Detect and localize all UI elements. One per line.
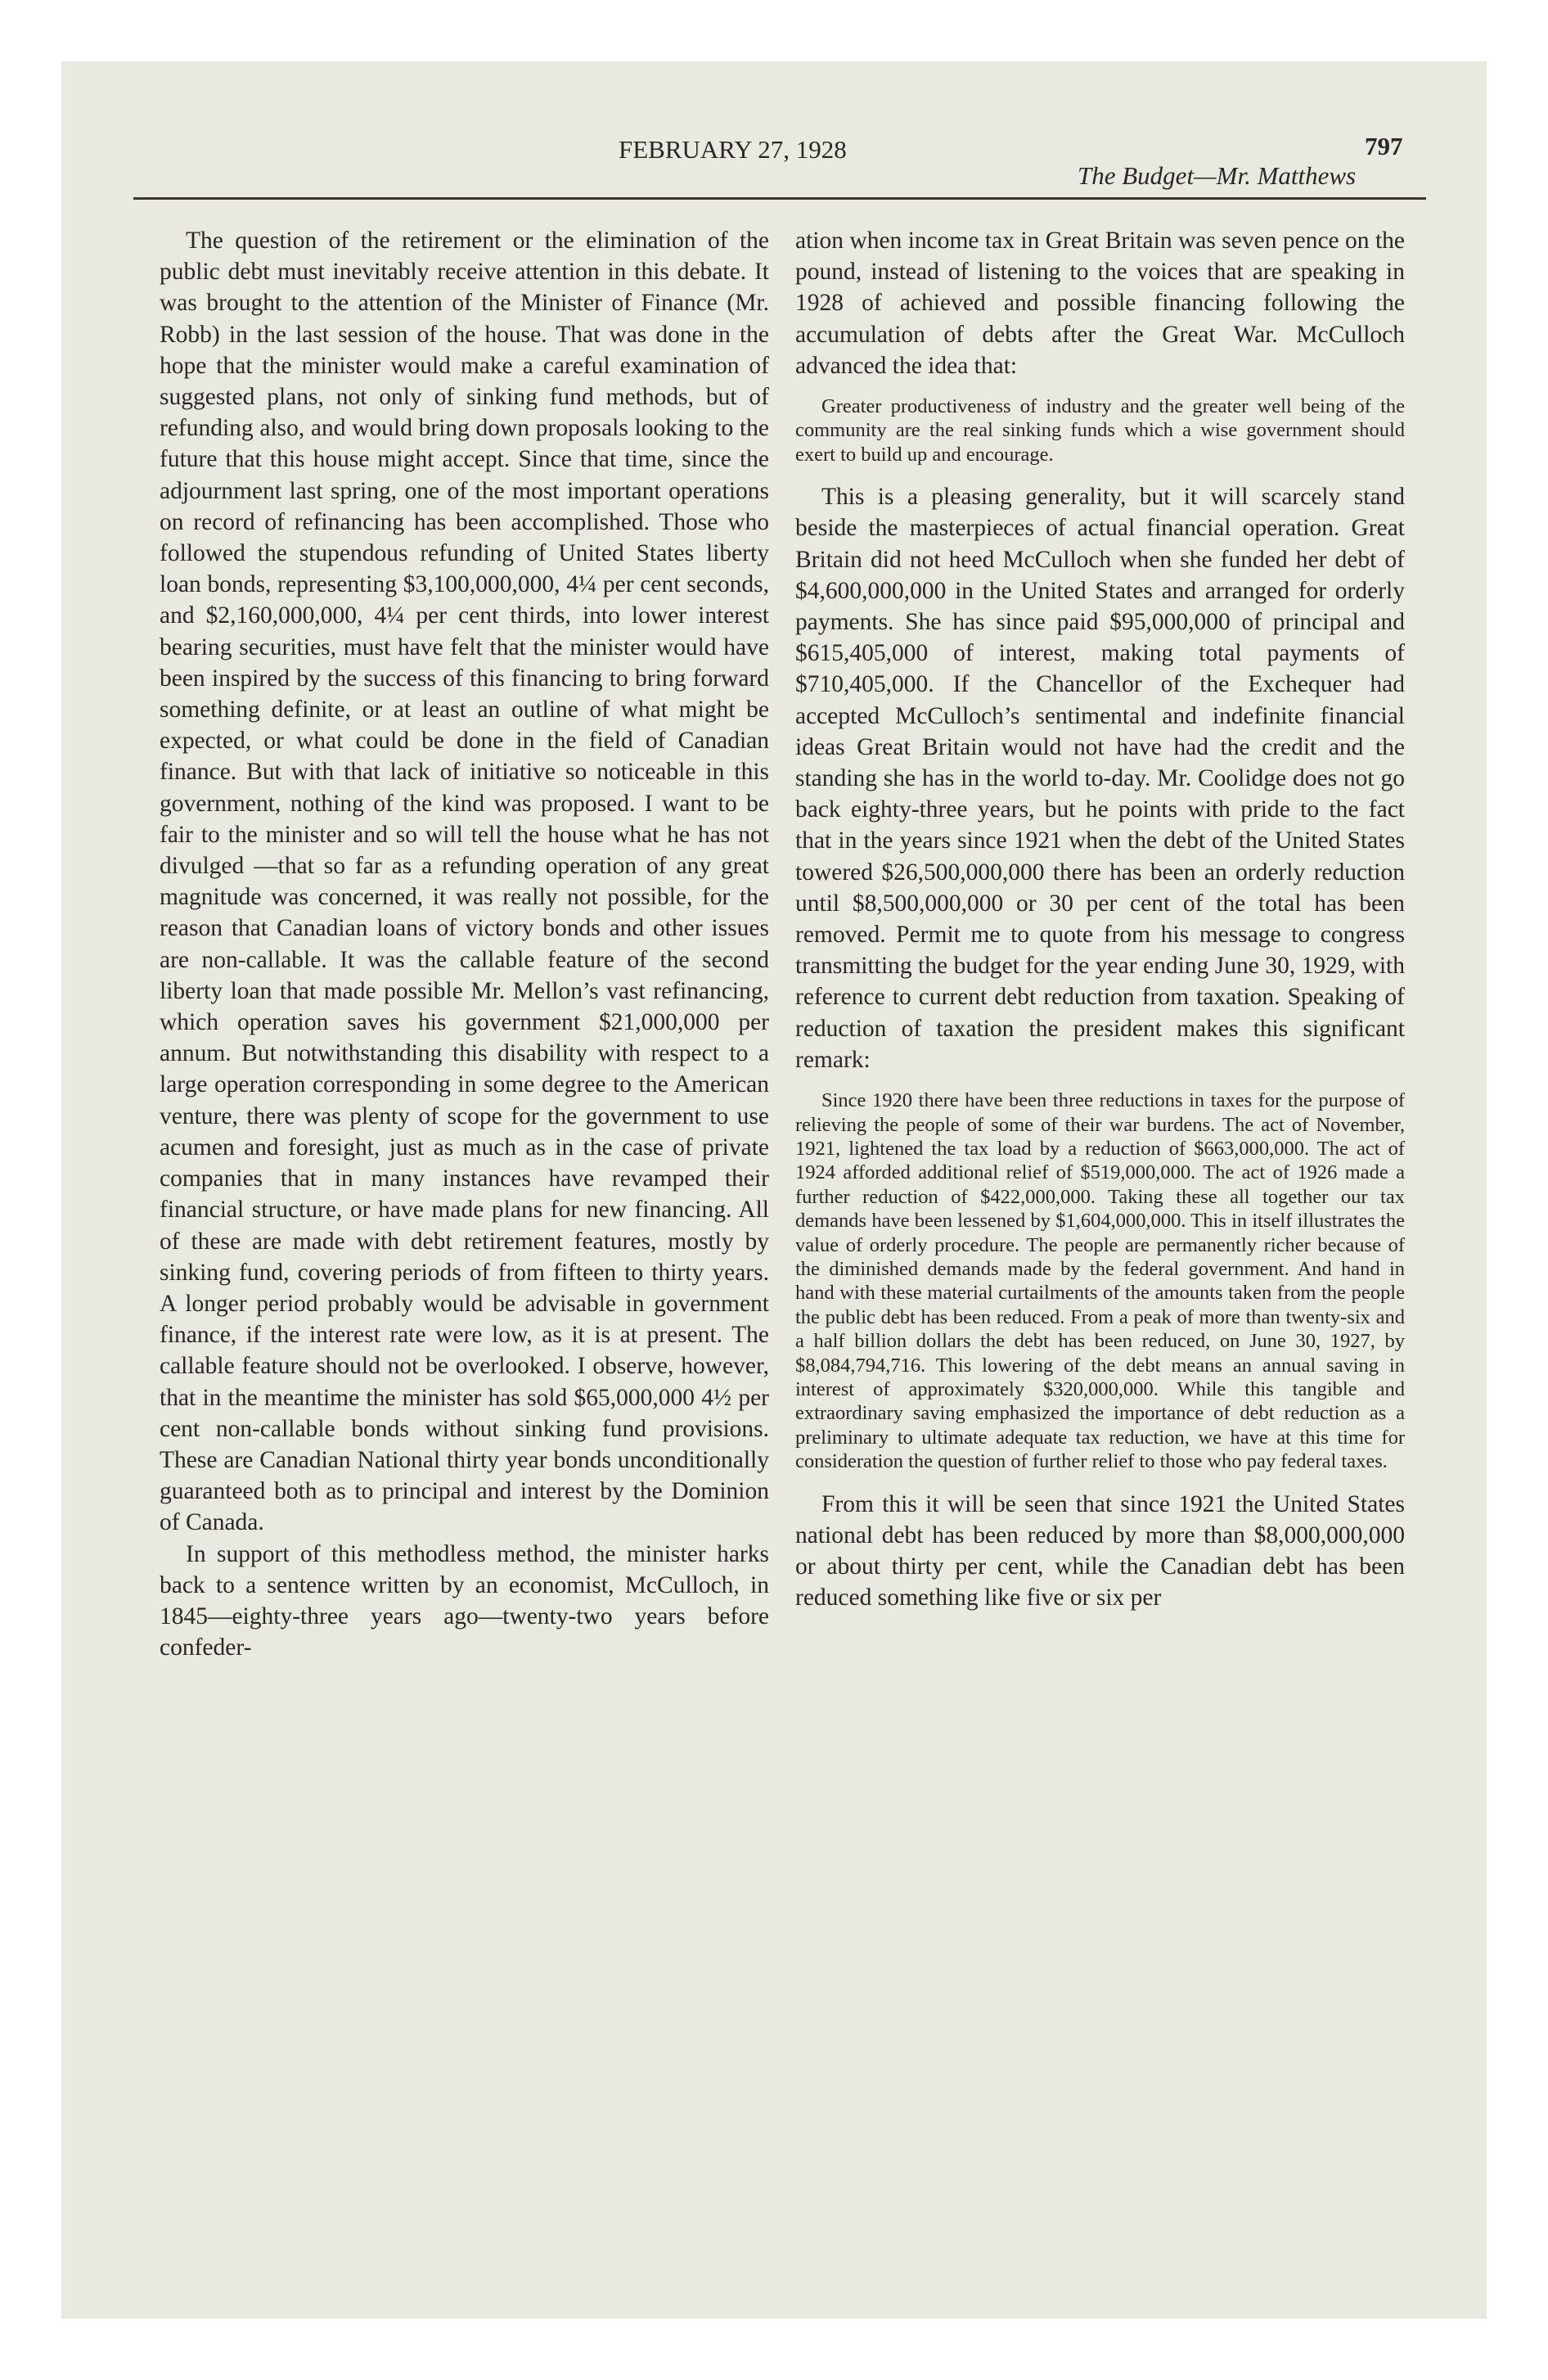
right-paragraph-3: From this it will be seen that since 1921 the United States national debt has been reduced by more than $8,000,000,000 or about thirty per cent, while the Canadian debt has been reduced something like five or six per [795,1490,1405,1611]
running-title: The Budget—Mr. Matthews [1078,161,1357,190]
left-paragraph-1: The question of the retirement or the elimination of the public debt must inevitably receive attention in this debate. It was brought to the attention of the Minister of Finance (Mr. Robb) in the last session of the house. That was done in the hope that the minister would make a careful examination of suggested plans, not only of sinking fund methods, but of refunding also, and would bring down proposals looking to the future that this house might accept. Since that time, since the adjournment last spring, one of the most important operations on record of refinancing has been accomplished. Those who followed the stupendous refunding of United States liberty loan bonds, representing $3,100,000,000, 4¼ per cent seconds, and $2,160,000,000, 4¼ per cent thirds, into lower interest bearing securities, must have felt that the minister would have been inspired by the success of this financing to bring forward something definite, or at least an outline of what might be expected, or what could be done in the field of Canadian finance. But with that lack of initiative so noticeable in this government, nothing of the kind was proposed. I want to be fair to the minister and so will tell the house what he has not divulged —that so far as a refunding operation of any great magnitude was concerned, it was really not possible, for the reason that Canadian loans of victory bonds and other issues are non-callable. It was the callable feature of the second liberty loan that made possible Mr. Mellon’s vast refinancing, which operation saves his government $21,000,000 per annum. But notwithstanding this disability with respect to a large operation corresponding in some degree to the American venture, there was plenty of scope for the government to use acumen and foresight, just as much as in the case of private companies that in many instances have revamped their financial structure, or have made plans for new financing. All of these are made with debt retirement features, mostly by sinking fund, covering periods of from fifteen to thirty years. A longer period probably would be advisable in government finance, if the interest rate were low, as it is at present. The callable feature should not be overlooked. I observe, however, that in the meantime the minister has sold $65,000,000 4½ per cent non-callable bonds without sinking fund provisions. These are Canadian National thirty year bonds unconditionally guaranteed both as to principal and interest by the Dominion of Canada. [160,228,769,1536]
page-scan [61,61,1487,2319]
right-paragraph-2: This is a pleasing generality, but it will scarcely stand beside the masterpieces of actual financial operation. Great Britain did not heed McCulloch when she funded her debt of $4,600,000,000 in the United States and arranged for orderly payments. She has since paid $95,000,000 of principal and $615,405,000 of interest, making total payments of $710,405,000. If the Chancellor of the Exchequer had accepted McCulloch’s sentimental and indefinite financial ideas Great Britain would not have had the credit and the standing she has in the world to-day. Mr. Coolidge does not go back eighty-three years, but he points with pride to the fact that in the years since 1921 when the debt of the United States towered $26,500,000,000 there has been an orderly reduction until $8,500,000,000 or 30 per cent of the total has been removed. Permit me to quote from his message to congress transmitting the budget for the year ending June 30, 1929, with reference to current debt reduction from taxation. Speaking of reduction of taxation the president makes this significant remark: [795,484,1405,1073]
header-rule [133,197,1426,200]
page-date: FEBRUARY 27, 1928 [619,135,847,164]
page-number: 797 [1365,132,1403,160]
left-paragraph-2: In support of this methodless method, the minister harks back to a sentence written by an economist, McCulloch, in 1845—eighty-three years ago—twenty-two years before confeder- [160,1540,769,1661]
right-paragraph-1: ation when income tax in Great Britain was seven pence on the pound, instead of listening to the voices that are speaking in 1928 of achieved and possible financing following the accumulation of debts after the Great War. McCulloch advanced the idea that: [795,228,1405,379]
mcculloch-quote: Greater productiveness of industry and the greater well being of the community are the real sinking funds which a wise government should exert to build up and encourage. [795,395,1405,466]
coolidge-quote: Since 1920 there have been three reductions in taxes for the purpose of relieving the people of some of their war burdens. The act of November, 1921, lightened the tax load by a reduction of $663,000,000. The act of 1924 afforded additional relief of $519,000,000. The act of 1926 made a further reduction of $422,000,000. Taking these all together our tax demands have been lessened by $1,604,000,000. This in itself illustrates the value of orderly procedure. The people are permanently richer because of the diminished demands made by the federal government. And hand in hand with these material curtailments of the amounts taken from the people the public debt has been reduced. From a peak of more than twenty-six and a half billion dollars the debt has been reduced, on June 30, 1927, by $8,084,794,716. This lowering of the debt means an annual saving in interest of approximately $320,000,000. While this tangible and extraordinary saving emphasized the importance of debt reduction as a preliminary to ultimate adequate tax reduction, we have at this time for consideration the question of further relief to those who pay federal taxes. [795,1089,1405,1473]
left-column [160,225,769,1663]
right-column [795,225,1405,1613]
